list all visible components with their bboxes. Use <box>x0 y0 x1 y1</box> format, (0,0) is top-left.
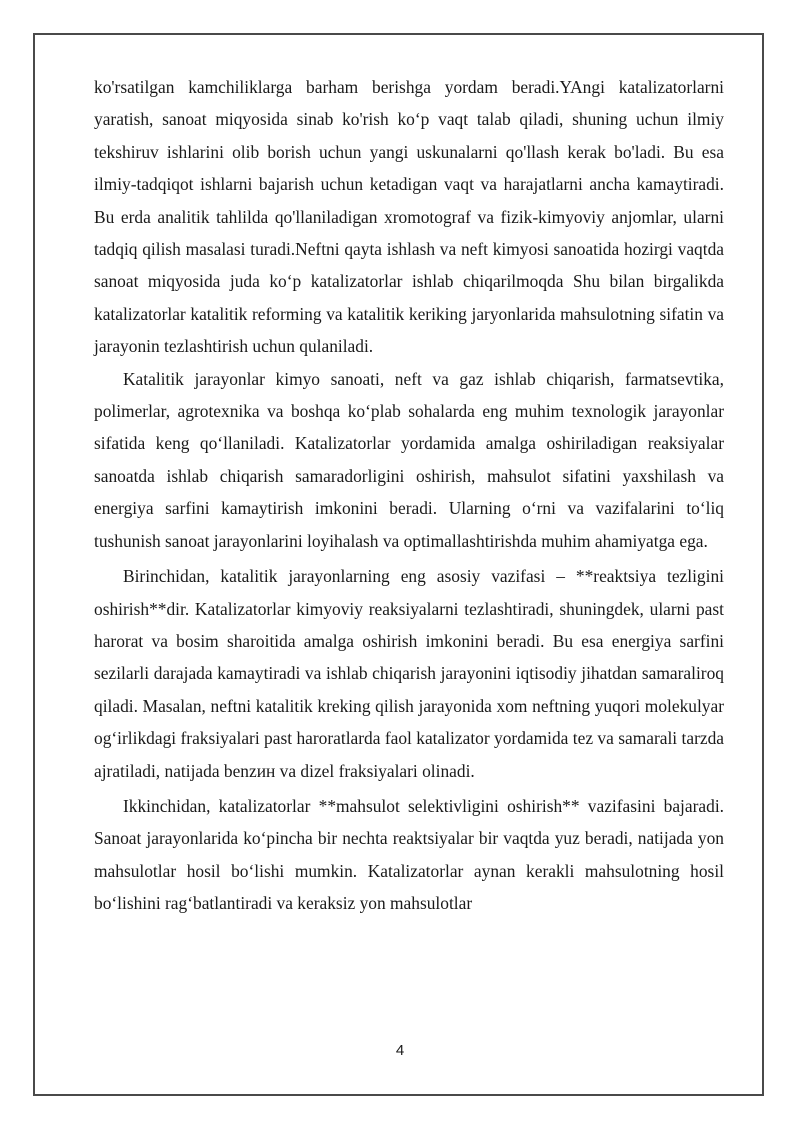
paragraph-3: Birinchidan, katalitik jarayonlarning eng asosiy vazifasi – **reaktsiya tezligini oshirish**dir. Katalizatorlar kimyoviy reaksiyalarni tezlashtiradi, shuningdek, ularni past harorat va bosim sharoitida amalga oshirish imkonini beradi. Bu esa energiya sarfini sezilarli darajada kamaytiradi va ishlab chiqarish jarayonini iqtisodiy jihatdan samaraliroq qiladi. Masalan, neftni katalitik kreking qilish jarayonida xom neftning yuqori molekulyar og‘irlikdagi fraksiyalari past haroratlarda faol katalizator yordamida tez va samarali tarzda ajratiladi, natijada benzин va dizel fraksiyalari olinadi. <box>94 566 724 781</box>
paragraph-2: Katalitik jarayonlar kimyo sanoati, neft va gaz ishlab chiqarish, farmatsevtika, polimerlar, agrotexnika va boshqa ko‘plab sohalarda eng muhim texnologik jarayonlar sifatida keng qo‘llaniladi. Katalizatorlar yordamida amalga oshiriladigan reaksiyalar sanoatda ishlab chiqarish samaradorligini oshirish, mahsulot sifatini yaxshilash va energiya sarfini kamaytirish imkonini beradi. Ularning o‘rni va vazifalarini to‘liq tushunish sanoat jarayonlarini loyihalash va optimallashtirishda muhim ahamiyatga ega. <box>94 368 724 551</box>
document-body <box>94 71 724 920</box>
paragraph-4: Ikkinchidan, katalizatorlar **mahsulot selektivligini oshirish** vazifasini bajaradi. Sanoat jarayonlarida ko‘pincha bir nechta reaktsiyalar bir vaqtda yuz beradi, natijada yon mahsulotlar hosil bo‘lishi mumkin. Katalizatorlar aynan kerakli mahsulotning hosil bo‘lishini rag‘batlantiradi va keraksiz yon mahsulotlar <box>94 795 724 914</box>
page-number: 4 <box>395 1042 405 1059</box>
paragraph-1: ko'rsatilgan kamchiliklarga barham berishga yordam beradi.YAngi katalizatorlarni yaratish, sanoat miqyosida sinab ko'rish ko‘p vaqt talab qiladi, shuning uchun ilmiy tekshiruv ishlarini olib borish uchun yangi uskunalarni qo'llash kerak bo'ladi. Bu esa ilmiy-tadqiqot ishlarni bajarish uchun ketadigan vaqt va harajatlarni ancha kamaytiradi. Bu erda analitik tahlilda qo'llaniladigan xromotograf va fizik-kimyoviy anjomlar, ularni tadqiq qilish masalasi turadi.Neftni qayta ishlash va neft kimyosi sanoatida hozirgi vaqtda sanoat miqyosida juda ko‘p katalizatorlar ishlab chiqarilmoqda Shu bilan birgalikda katalizatorlar katalitik reforming va katalitik keriking jaryonlarida mahsulotning sifatin va jarayonin tezlashtirish uchun qulaniladi. <box>94 77 724 357</box>
